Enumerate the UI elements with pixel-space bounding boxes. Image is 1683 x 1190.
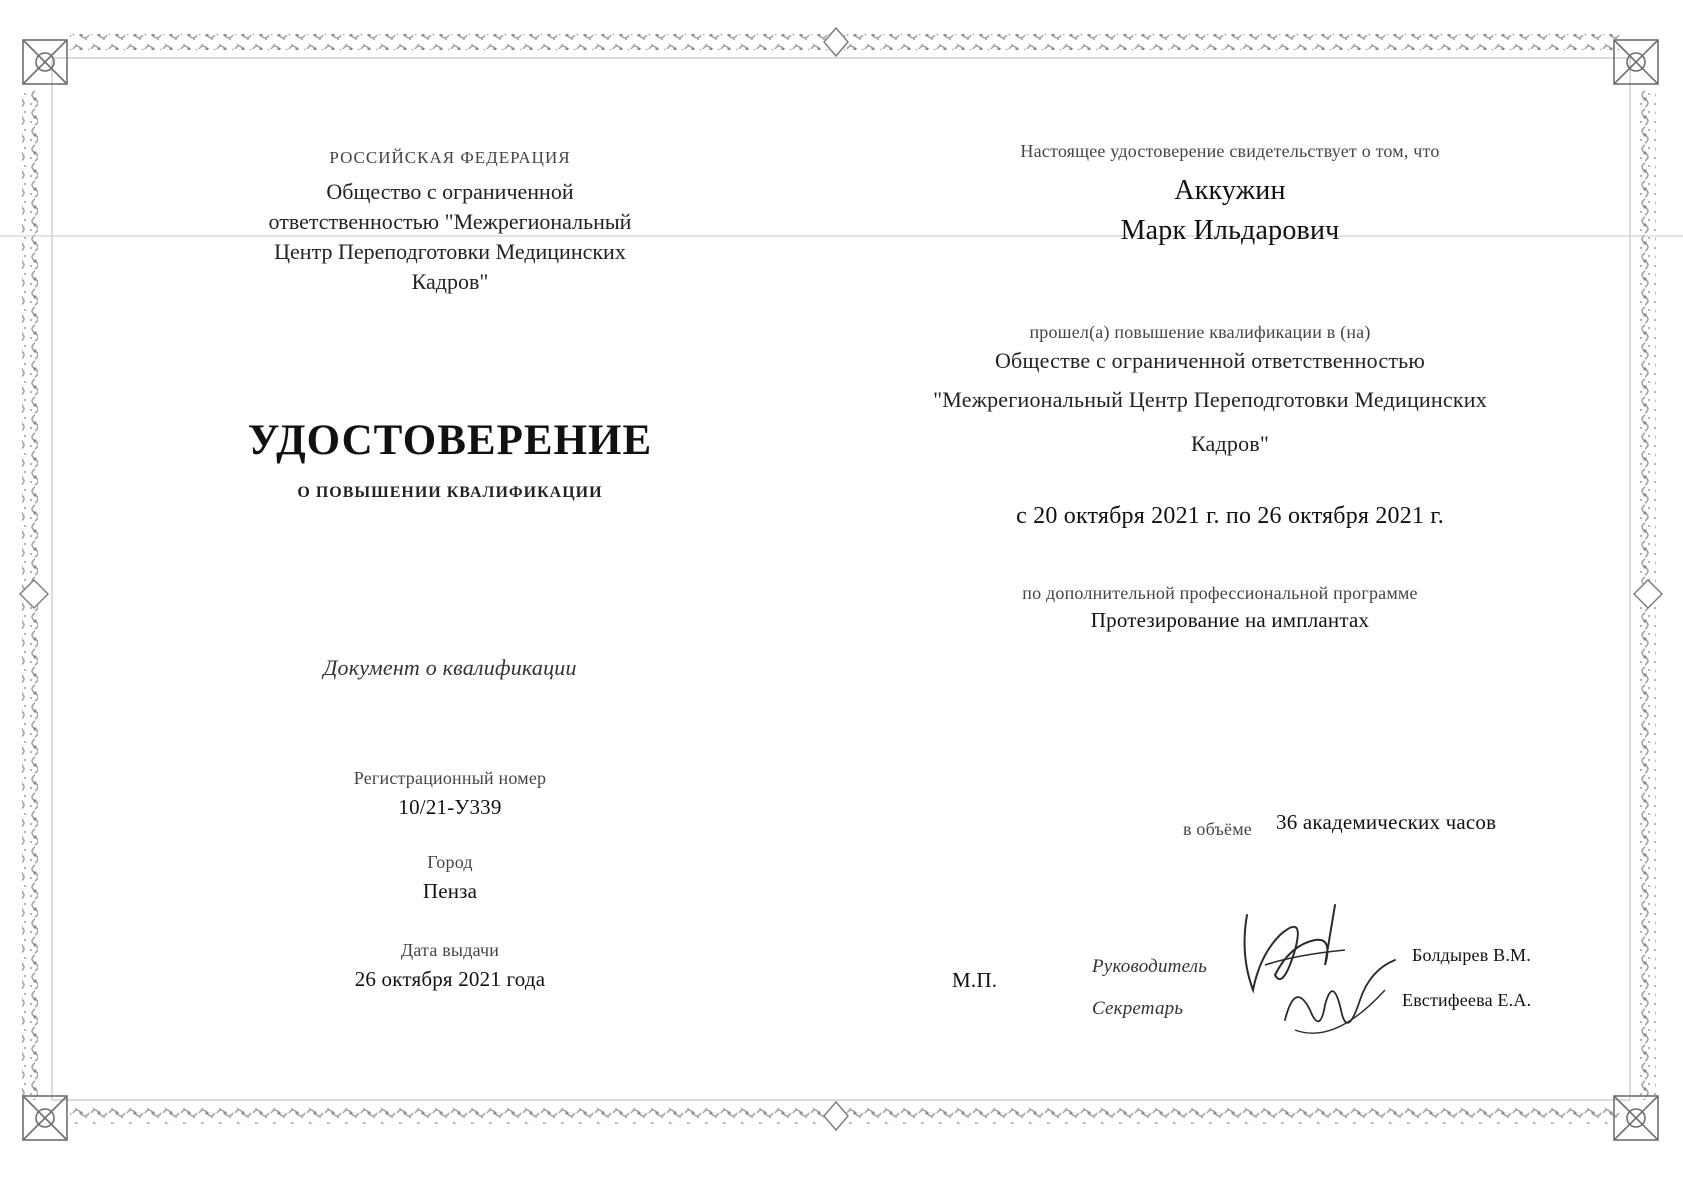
organization-line: Кадров" — [411, 269, 489, 294]
completed-label: прошел(а) повышение квалификации в (на) — [1029, 322, 1371, 342]
issue-date-label: Дата выдачи — [400, 940, 500, 960]
seal-label: М.П. — [952, 968, 998, 992]
volume-label: в объёме — [1183, 819, 1252, 839]
organization-line: Центр Переподготовки Медицинских — [274, 239, 626, 264]
institution-line: "Межрегиональный Центр Переподготовки Медицинских — [933, 387, 1487, 412]
country-label: РОССИЙСКАЯ ФЕДЕРАЦИЯ — [329, 148, 571, 167]
issue-date-value: 26 октября 2021 года — [354, 967, 546, 991]
program-label: по дополнительной профессиональной программе — [1022, 583, 1418, 603]
holder-surname: Аккужин — [1174, 175, 1286, 206]
volume-value: 36 академических часов — [1276, 810, 1497, 834]
registration-number: 10/21-У339 — [398, 795, 502, 819]
secretary-signature — [1275, 950, 1405, 1050]
city-label: Город — [427, 852, 473, 872]
head-label: Руководитель — [1092, 956, 1208, 977]
training-period: с 20 октября 2021 г. по 26 октября 2021 г. — [1016, 503, 1444, 529]
organization-line: Общество с ограниченной — [326, 179, 574, 204]
secretary-label: Секретарь — [1092, 998, 1184, 1019]
document-type: Документ о квалификации — [323, 655, 577, 680]
document-title: УДОСТОВЕРЕНИЕ — [247, 417, 653, 464]
certificate-intro: Настоящее удостоверение свидетельствует о том, что — [1020, 141, 1440, 161]
holder-given-names: Марк Ильдарович — [1120, 215, 1340, 246]
institution-line: Кадров" — [1190, 431, 1270, 456]
registration-label: Регистрационный номер — [353, 768, 547, 788]
city-value: Пенза — [422, 879, 478, 903]
institution-line: Обществе с ограниченной ответственностью — [994, 348, 1426, 373]
document-subtitle: О ПОВЫШЕНИИ КВАЛИФИКАЦИИ — [297, 484, 603, 501]
organization-line: ответственностью "Межрегиональный — [268, 209, 632, 234]
head-name: Болдырев В.М. — [1412, 945, 1531, 965]
program-name: Протезирование на имплантах — [1090, 608, 1370, 632]
secretary-name: Евстифеева Е.А. — [1402, 990, 1532, 1010]
issuing-organization — [230, 177, 670, 297]
